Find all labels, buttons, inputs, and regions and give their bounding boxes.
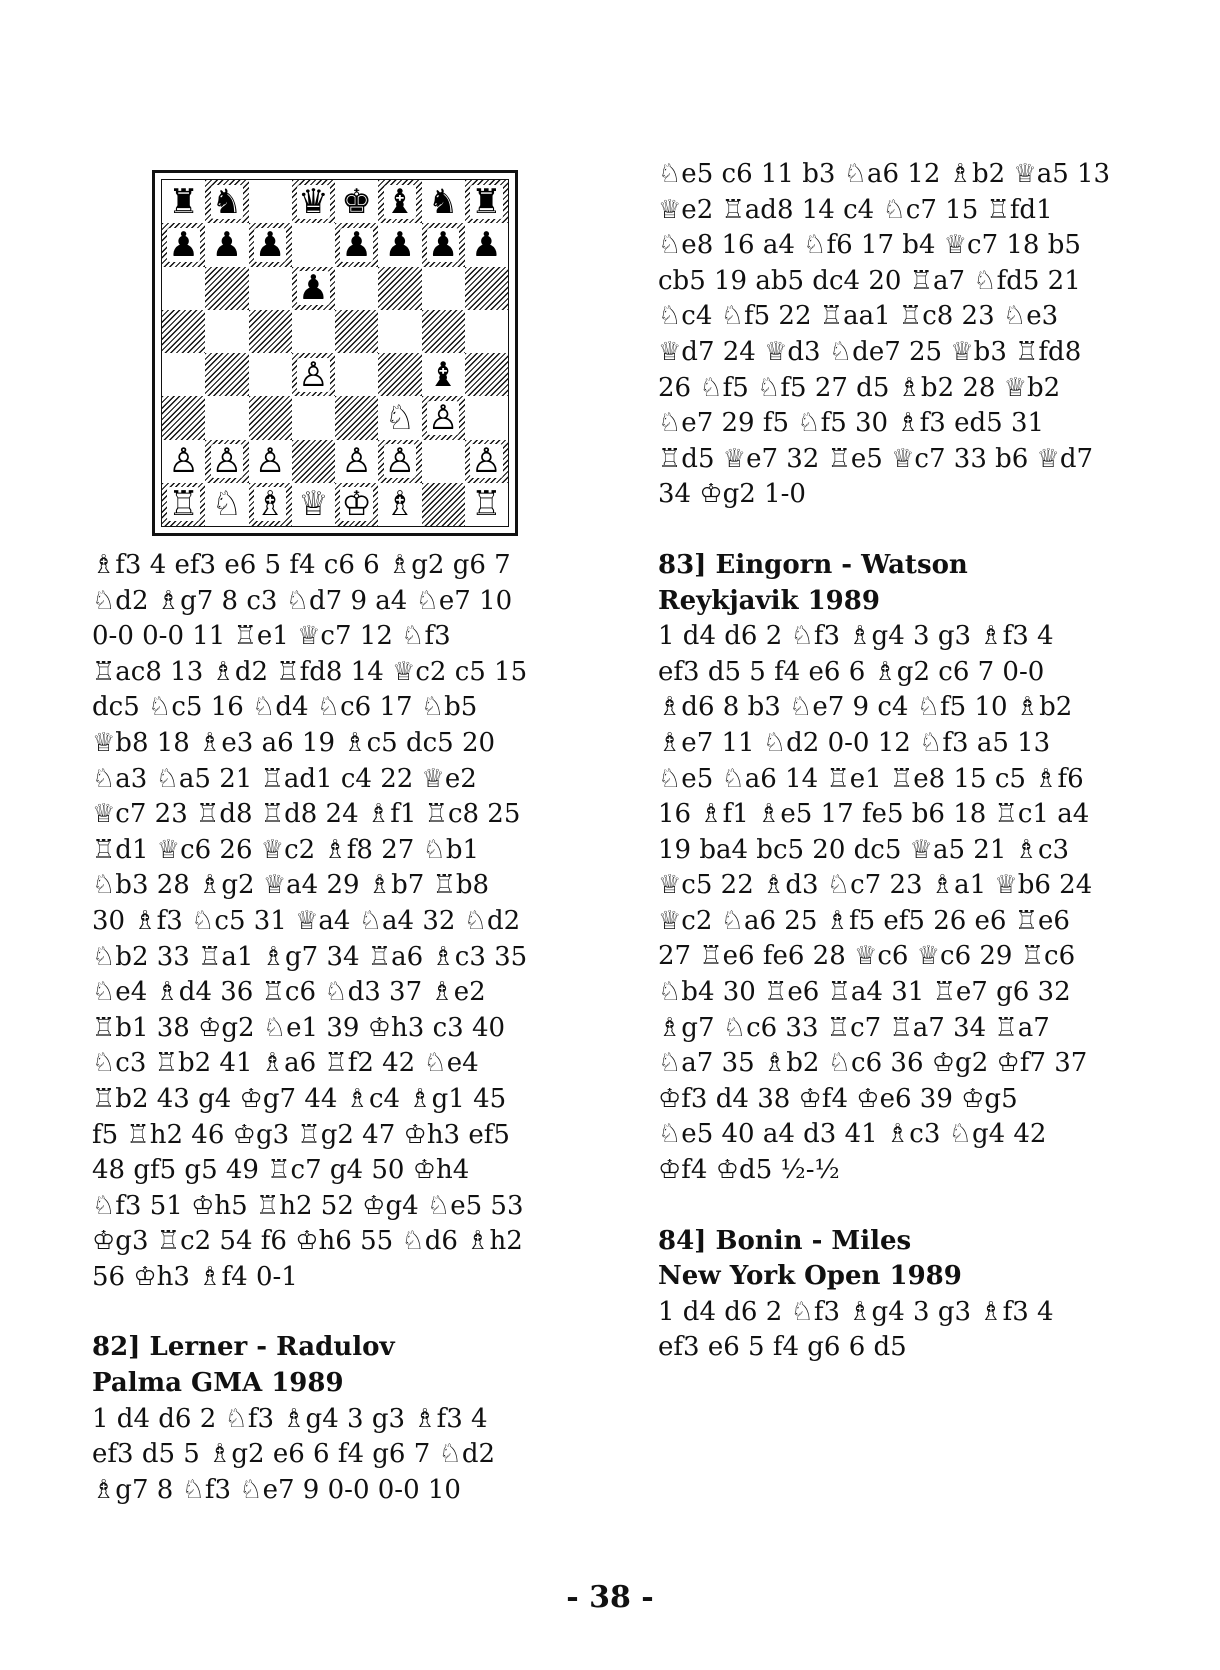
square-a6 (162, 267, 205, 310)
square-g4 (422, 353, 465, 396)
square-b5 (205, 310, 248, 353)
game84-moves (658, 1295, 1158, 1366)
square-c2 (249, 440, 292, 483)
square-d7 (292, 223, 335, 266)
white-piece: ♙ (341, 441, 372, 482)
move-line: ♘b4 30 ♖e6 ♖a4 31 ♖e7 g6 32 (658, 977, 1071, 1008)
white-piece: ♙ (384, 441, 416, 482)
move-line: ♘e7 29 f5 ♘f5 30 ♗f3 ed5 31 (658, 408, 1045, 439)
move-line: ♘f3 51 ♔h5 ♖h2 52 ♔g4 ♘e5 53 (92, 1190, 524, 1221)
white-piece: ♙ (427, 397, 459, 438)
square-a3 (162, 396, 205, 439)
white-piece: ♙ (254, 441, 286, 482)
square-b3 (205, 396, 248, 439)
move-line: ♘e4 ♗d4 36 ♖c6 ♘d3 37 ♗e2 (92, 977, 486, 1008)
game82-moves (92, 1402, 572, 1509)
square-g3 (422, 396, 465, 439)
white-piece: ♖ (471, 484, 502, 525)
chess-diagram (152, 170, 518, 536)
black-piece: ♚ (341, 181, 372, 222)
move-line: f5 ♖h2 46 ♔g3 ♖g2 47 ♔h3 ef5 (92, 1119, 510, 1150)
white-piece: ♘ (211, 484, 243, 525)
square-c4 (249, 353, 292, 396)
square-d4 (292, 353, 335, 396)
page-number: - 38 - (566, 1580, 654, 1615)
move-line: ♕c5 22 ♗d3 ♘c7 23 ♗a1 ♕b6 24 (658, 870, 1093, 901)
game82-title: 82] Lerner - Radulov (92, 1332, 395, 1363)
move-line: ♖b1 38 ♔g2 ♘e1 39 ♔h3 c3 40 (92, 1012, 506, 1043)
square-e6 (335, 267, 378, 310)
square-d2 (292, 440, 335, 483)
move-line: ♕e2 ♖ad8 14 c4 ♘c7 15 ♖fd1 (658, 194, 1053, 225)
square-e3 (335, 396, 378, 439)
square-c7 (249, 223, 292, 266)
game81-moves-continued (92, 548, 572, 1295)
black-piece: ♝ (384, 181, 416, 222)
move-line: 48 gf5 g5 49 ♖c7 g4 50 ♔h4 (92, 1155, 470, 1186)
move-line: ♘d2 ♗g7 8 c3 ♘d7 9 a4 ♘e7 10 (92, 585, 513, 616)
black-piece: ♟ (211, 224, 243, 265)
square-h6 (465, 267, 508, 310)
move-line: ♕c2 ♘a6 25 ♗f5 ef5 26 e6 ♖e6 (658, 905, 1070, 936)
game83-title: 83] Eingorn - Watson (658, 549, 968, 580)
move-line: ♘e5 c6 11 b3 ♘a6 12 ♗b2 ♕a5 13 (658, 159, 1111, 189)
black-piece: ♟ (471, 224, 502, 265)
white-piece: ♔ (341, 484, 372, 525)
white-piece: ♗ (254, 484, 286, 525)
move-line: ♘e5 40 a4 d3 41 ♗c3 ♘g4 42 (658, 1119, 1047, 1150)
move-line: ♗e7 11 ♘d2 0-0 12 ♘f3 a5 13 (658, 727, 1051, 758)
square-h8 (465, 180, 508, 223)
square-e5 (335, 310, 378, 353)
move-line: ♗g7 ♘c6 33 ♖c7 ♖a7 34 ♖a7 (658, 1012, 1050, 1043)
move-line: ♘b3 28 ♗g2 ♕a4 29 ♗b7 ♖b8 (92, 870, 490, 901)
move-line: ♗f3 4 ef3 e6 5 f4 c6 6 ♗g2 g6 7 (92, 550, 511, 580)
square-c8 (249, 180, 292, 223)
square-g1 (422, 483, 465, 526)
square-d6 (292, 267, 335, 310)
move-line: 56 ♔h3 ♗f4 0-1 (92, 1261, 298, 1292)
square-a4 (162, 353, 205, 396)
game84-title: 84] Bonin - Miles (658, 1225, 912, 1256)
chess-board (161, 179, 509, 527)
move-line: 34 ♔g2 1-0 (658, 479, 806, 510)
square-h3 (465, 396, 508, 439)
move-line: ♘e5 ♘a6 14 ♖e1 ♖e8 15 c5 ♗f6 (658, 763, 1084, 794)
game83-event: Reykjavik 1989 (658, 585, 880, 616)
square-c6 (249, 267, 292, 310)
square-g6 (422, 267, 465, 310)
white-piece: ♙ (471, 441, 502, 482)
square-h7 (465, 223, 508, 266)
black-piece: ♜ (471, 181, 502, 222)
square-f5 (378, 310, 421, 353)
game84-event: New York Open 1989 (658, 1261, 962, 1292)
move-line: 0-0 0-0 11 ♖e1 ♕c7 12 ♘f3 (92, 621, 451, 652)
move-line: ♕c7 23 ♖d8 ♖d8 24 ♗f1 ♖c8 25 (92, 799, 521, 830)
square-d5 (292, 310, 335, 353)
move-line: ♘c4 ♘f5 22 ♖aa1 ♖c8 23 ♘e3 (658, 301, 1059, 332)
square-h4 (465, 353, 508, 396)
move-line: ef3 d5 5 ♗g2 e6 6 f4 g6 7 ♘d2 (92, 1439, 496, 1470)
square-d1 (292, 483, 335, 526)
square-a2 (162, 440, 205, 483)
square-c1 (249, 483, 292, 526)
black-piece: ♟ (384, 224, 416, 265)
game82-moves-continued (658, 157, 1158, 513)
square-e7 (335, 223, 378, 266)
move-line: cb5 19 ab5 dc4 20 ♖a7 ♘fd5 21 (658, 265, 1081, 296)
black-piece: ♟ (341, 224, 372, 265)
square-d8 (292, 180, 335, 223)
move-line: ♘a7 35 ♗b2 ♘c6 36 ♔g2 ♔f7 37 (658, 1048, 1088, 1079)
square-f2 (378, 440, 421, 483)
move-line: 26 ♘f5 ♘f5 27 d5 ♗b2 28 ♕b2 (658, 372, 1061, 403)
square-e8 (335, 180, 378, 223)
square-g8 (422, 180, 465, 223)
square-a7 (162, 223, 205, 266)
move-line: ♖d5 ♕e7 32 ♖e5 ♕c7 33 b6 ♕d7 (658, 443, 1094, 474)
square-a5 (162, 310, 205, 353)
square-f8 (378, 180, 421, 223)
black-piece: ♞ (427, 181, 459, 222)
game82-event: Palma GMA 1989 (92, 1368, 344, 1399)
move-line: ♕b8 18 ♗e3 a6 19 ♗c5 dc5 20 (92, 727, 496, 758)
move-line: ♖ac8 13 ♗d2 ♖fd8 14 ♕c2 c5 15 (92, 656, 528, 687)
move-line: ♖b2 43 g4 ♔g7 44 ♗c4 ♗g1 45 (92, 1083, 507, 1114)
square-e4 (335, 353, 378, 396)
move-line: ef3 e6 5 f4 g6 6 d5 (658, 1332, 907, 1363)
move-line: ♕d7 24 ♕d3 ♘de7 25 ♕b3 ♖fd8 (658, 336, 1082, 367)
square-f7 (378, 223, 421, 266)
square-c5 (249, 310, 292, 353)
move-line: 30 ♗f3 ♘c5 31 ♕a4 ♘a4 32 ♘d2 (92, 905, 521, 936)
black-piece: ♞ (211, 181, 243, 222)
black-piece: ♜ (168, 181, 199, 222)
square-e2 (335, 440, 378, 483)
black-piece: ♟ (427, 224, 459, 265)
white-piece: ♕ (298, 484, 329, 525)
black-piece: ♝ (427, 354, 459, 395)
move-line: ♘a3 ♘a5 21 ♖ad1 c4 22 ♕e2 (92, 763, 477, 794)
move-line: ♘e8 16 a4 ♘f6 17 b4 ♕c7 18 b5 (658, 230, 1081, 261)
square-h1 (465, 483, 508, 526)
square-b7 (205, 223, 248, 266)
black-piece: ♟ (254, 224, 286, 265)
white-piece: ♙ (298, 354, 329, 395)
game83-moves (658, 619, 1158, 1189)
move-line: ♗g7 8 ♘f3 ♘e7 9 0-0 0-0 10 (92, 1474, 461, 1505)
white-piece: ♘ (384, 397, 416, 438)
square-f1 (378, 483, 421, 526)
square-g2 (422, 440, 465, 483)
square-f4 (378, 353, 421, 396)
square-a1 (162, 483, 205, 526)
right-column (658, 157, 1158, 1366)
move-line: ♗d6 8 b3 ♘e7 9 c4 ♘f5 10 ♗b2 (658, 692, 1073, 723)
black-piece: ♟ (298, 268, 329, 309)
square-b8 (205, 180, 248, 223)
square-d3 (292, 396, 335, 439)
white-piece: ♖ (168, 484, 199, 525)
square-a8 (162, 180, 205, 223)
move-line: 16 ♗f1 ♗e5 17 fe5 b6 18 ♖c1 a4 (658, 799, 1090, 830)
square-b1 (205, 483, 248, 526)
black-piece: ♟ (168, 224, 199, 265)
square-b2 (205, 440, 248, 483)
left-column (92, 548, 572, 1508)
move-line: ♔f4 ♔d5 ½-½ (658, 1155, 840, 1186)
square-g5 (422, 310, 465, 353)
square-h2 (465, 440, 508, 483)
square-e1 (335, 483, 378, 526)
move-line: 1 d4 d6 2 ♘f3 ♗g4 3 g3 ♗f3 4 (92, 1403, 488, 1434)
square-b4 (205, 353, 248, 396)
square-f3 (378, 396, 421, 439)
move-line: 1 d4 d6 2 ♘f3 ♗g4 3 g3 ♗f3 4 (658, 1296, 1054, 1327)
white-piece: ♗ (384, 484, 416, 525)
white-piece: ♙ (168, 441, 199, 482)
move-line: ♖d1 ♕c6 26 ♕c2 ♗f8 27 ♘b1 (92, 834, 480, 865)
move-line: 1 d4 d6 2 ♘f3 ♗g4 3 g3 ♗f3 4 (658, 621, 1054, 652)
move-line: 19 ba4 bc5 20 dc5 ♕a5 21 ♗c3 (658, 834, 1070, 865)
move-line: dc5 ♘c5 16 ♘d4 ♘c6 17 ♘b5 (92, 692, 478, 723)
move-line: ♔f3 d4 38 ♔f4 ♔e6 39 ♔g5 (658, 1083, 1018, 1114)
move-line: ♘c3 ♖b2 41 ♗a6 ♖f2 42 ♘e4 (92, 1048, 479, 1079)
square-b6 (205, 267, 248, 310)
move-line: 27 ♖e6 fe6 28 ♕c6 ♕c6 29 ♖c6 (658, 941, 1076, 972)
square-c3 (249, 396, 292, 439)
black-piece: ♛ (298, 181, 329, 222)
square-f6 (378, 267, 421, 310)
white-piece: ♙ (211, 441, 243, 482)
move-line: ef3 d5 5 f4 e6 6 ♗g2 c6 7 0-0 (658, 656, 1045, 687)
move-line: ♘b2 33 ♖a1 ♗g7 34 ♖a6 ♗c3 35 (92, 941, 528, 972)
move-line: ♔g3 ♖c2 54 f6 ♔h6 55 ♘d6 ♗h2 (92, 1226, 523, 1257)
square-g7 (422, 223, 465, 266)
square-h5 (465, 310, 508, 353)
